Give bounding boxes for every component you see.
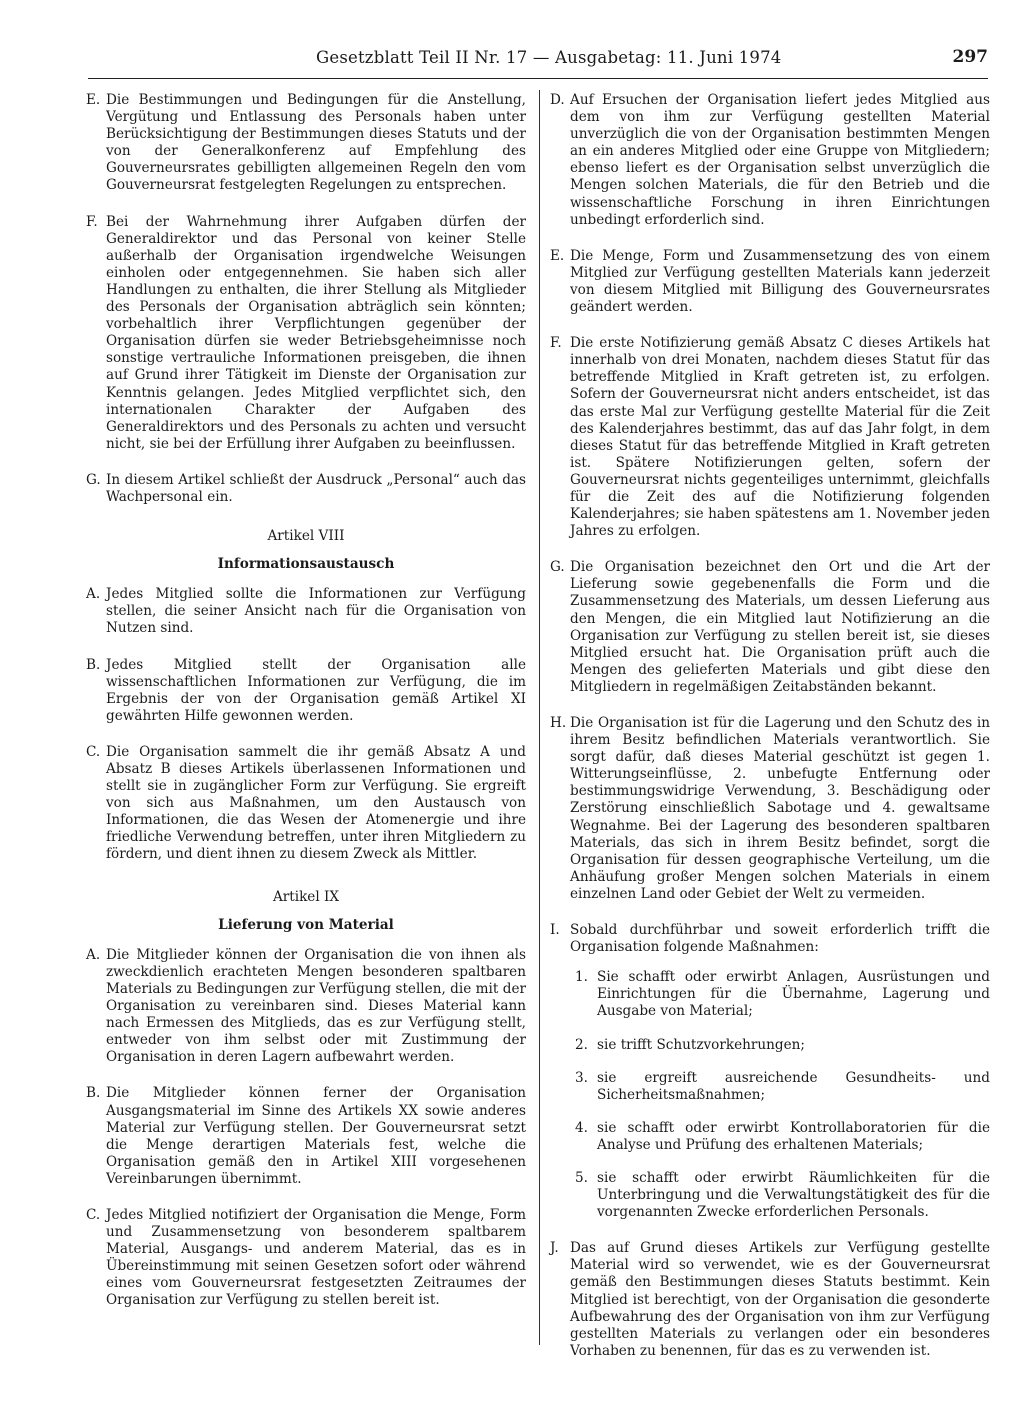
list-item <box>550 969 990 1020</box>
paragraph-h <box>550 715 990 903</box>
paragraph-label: F. <box>86 213 98 230</box>
paragraph-f <box>550 335 990 540</box>
list-item-number: 1. <box>575 969 588 986</box>
paragraph-label: B. <box>86 656 101 673</box>
paragraph-label: H. <box>550 715 567 731</box>
list-item-text: sie ergreift ausreichende Gesundheits- und Sicherheitsmaßnahmen; <box>597 1069 990 1103</box>
list-item-number: 5. <box>575 1169 588 1186</box>
paragraph-text: Die Organisation sammelt die ihr gemäß Absatz A und Absatz B dieses Artikels überlassenen Informationen und stellt sie in zugänglicher Form zur Verfügung. Sie ergreift von sich aus Maßnahmen, um den Austausch von Informationen, die das Wesen der Atomenergie und ihre friedliche Verwendung betreffen, unter ihren Mitgliedern zu fördern, und dient ihnen zu diesem Zweck als Mittler. <box>106 743 526 863</box>
paragraph-label: A. <box>86 946 101 963</box>
list-item-text: sie schafft oder erwirbt Kontrollaboratorien für die Analyse und Prüfung des erhaltenen Materials; <box>597 1119 990 1153</box>
list-item <box>550 1170 990 1221</box>
paragraph-label: C. <box>86 1206 101 1223</box>
left-column <box>86 92 526 1329</box>
paragraph-e <box>550 248 990 316</box>
paragraph-text: Die Bestimmungen und Bedingungen für die Anstellung, Vergütung und Entlassung des Personals haben unter Berücksichtigung der Bestimmungen dieses Statuts und der von der Generalkonferenz auf Empfehlung des Gouverneursrates gebilligten allgemeinen Regeln den vom Gouverneursrat festgelegten Regelungen zu entsprechen. <box>106 92 526 194</box>
paragraph-text: Die Organisation ist für die Lagerung und den Schutz des in ihrem Besitz befindlichen Materials verantwortlich. Sie sorgt dafür, daß dieses Material geschützt ist gegen 1. Witterungseinflüsse, 2. unbefugte Entfernung oder bestimmungswidrige Verwendung, 3. Beschädigung oder Zerstörung einschließlich Sabotage und 4. gewaltsame Wegnahme. Bei der Lagerung des besonderen spaltbaren Materials, das sich in ihrem Besitz befindet, sorgt die Organisation für dessen geographische Verteilung, um die Anhäufung großer Mengen solchen Materials in einem einzelnen Land oder Gebiet der Welt zu vermeiden. <box>570 715 990 902</box>
paragraph-label: C. <box>86 743 101 760</box>
article-8-paragraph-b <box>86 657 526 725</box>
paragraph-label: G. <box>550 559 565 576</box>
paragraph-text: Jedes Mitglied notifiziert der Organisation die Menge, Form und Zusammensetzung von besonderem spaltbarem Material, Ausgangs- und anderem Material, das es in Übereinstimmung mit seinen Gesetzen sofort oder während eines vom Gouverneursrat festgesetzten Zeitraumes der Organisation zur Verfügung zu stellen bereit ist. <box>106 1206 526 1309</box>
list-item-text: sie trifft Schutzvorkehrungen; <box>597 1036 805 1053</box>
paragraph-text: Jedes Mitglied stellt der Organisation alle wissenschaftlichen Informationen zur Verfügung, die im Ergebnis der von der Organisation gemäß Artikel XI gewährten Hilfe gewonnen werden. <box>106 656 526 724</box>
page-number: 297 <box>952 47 988 67</box>
column-divider <box>539 90 540 1345</box>
paragraph-text: Die Mitglieder können ferner der Organisation Ausgangsmaterial im Sinne des Artikels XX sowie anderes Material zur Verfügung stellen. Der Gouverneursrat setzt die Menge derartigen Materials fest, welche die Organisation gemäß den in Artikel XIII vorgesehenen Vereinbarungen übernimmt. <box>106 1085 526 1187</box>
page-title: Gesetzblatt Teil II Nr. 17 — Ausgabetag: 11. Juni 1974 <box>316 48 782 67</box>
article-9-paragraph-c <box>86 1207 526 1310</box>
paragraph-label: J. <box>550 1240 559 1257</box>
paragraph-text: Die Organisation bezeichnet den Ort und die Art der Lieferung sowie gegebenenfalls die Form und die Zusammensetzung des Materials, um dessen Lieferung aus den Mengen, die ein Mitglied laut Notifizierung an die Organisation zur Verfügung zu stellen bereit ist, sie dieses Mitglied ersucht hat. Die Organisation prüft auch die Mengen des gelieferten Materials und gibt diese den Mitgliedern in regelmäßigen Zeitabständen bekannt. <box>570 559 990 695</box>
paragraph-text: Das auf Grund dieses Artikels zur Verfügung gestellte Material wird so verwendet, wie es der Gouverneursrat gemäß den Bestimmungen dieses Statuts bestimmt. Kein Mitglied ist berechtigt, von der Organisation die gesonderte Aufbewahrung des der Organisation von ihm zur Verfügung gestellten Materials zu verlangen oder ein besonderes Vorhaben zu benennen, für das es zu verwenden ist. <box>570 1240 990 1359</box>
paragraph-label: E. <box>550 247 565 264</box>
paragraph-i <box>550 922 990 956</box>
list-item <box>550 1037 990 1054</box>
paragraph-text: Jedes Mitglied sollte die Informationen zur Verfügung stellen, die seiner Ansicht nach für die Organisation von Nutzen sind. <box>106 586 526 637</box>
paragraph-label: F. <box>550 335 562 352</box>
article-9-paragraph-b <box>86 1085 526 1188</box>
paragraph-g <box>550 559 990 696</box>
list-item-text: Sie schafft oder erwirbt Anlagen, Ausrüstungen und Einrichtungen für die Übernahme, Lagerung und Ausgabe von Material; <box>597 969 990 1020</box>
paragraph-j <box>550 1240 990 1360</box>
paragraph-text: Bei der Wahrnehmung ihrer Aufgaben dürfen der Generaldirektor und das Personal von keiner Stelle außerhalb der Organisation irgendwelche Weisungen einholen oder entgegennehmen. Sie haben sich aller Handlungen zu enthalten, die ihrer Stellung als Mitglieder des Personals der Organisation abträglich sein könnten; vorbehaltlich ihrer Verpflichtungen gegenüber der Organisation dürfen sie weder Betriebsgeheimnisse noch sonstige vertrauliche Informationen preisgeben, die ihnen auf Grund ihrer Tätigkeit im Dienste der Organisation zur Kenntnis gelangen. Jedes Mitglied verpflichtet sich, den internationalen Charakter der Aufgaben des Generaldirektors und des Personals zu achten und versucht nicht, sie bei der Erfüllung ihrer Aufgaben zu beeinflussen. <box>106 213 526 452</box>
article-9-heading: Artikel IX <box>272 888 340 905</box>
paragraph-f <box>86 214 526 453</box>
article-8-paragraph-c <box>86 744 526 864</box>
article-8-paragraph-a <box>86 586 526 637</box>
paragraph-text: Sobald durchführbar und soweit erforderlich trifft die Organisation folgende Maßnahmen: <box>570 922 990 956</box>
paragraph-label: I. <box>550 922 560 939</box>
list-item <box>550 1120 990 1154</box>
article-8-heading: Artikel VIII <box>267 528 345 545</box>
list-item-number: 3. <box>575 1069 588 1086</box>
paragraph-text: Die erste Notifizierung gemäß Absatz C dieses Artikels hat innerhalb von drei Monaten, nachdem dieses Statut für das betreffende Mitglied in Kraft getreten ist, zu erfolgen. Sofern der Gouverneursrat nicht anders entscheidet, ist das das erste Mal zur Verfügung gestellte Material für die Zeit des Kalenderjahres bestimmt, das auf das Jahr folgt, in dem dieses Statut für das betreffende Mitglied in Kraft getreten ist. Spätere Notifizierungen gelten, sofern der Gouverneursrat nichts gegenteiliges unternimmt, gleichfalls für die Zeit des auf die Notifizierung folgenden Kalenderjahres; sie haben spätestens am 1. November jeden Jahres zu erfolgen. <box>570 335 990 540</box>
list-item-number: 4. <box>575 1119 588 1136</box>
paragraph-text: In diesem Artikel schließt der Ausdruck „Personal“ auch das Wachpersonal ein. <box>106 471 526 505</box>
paragraph-d <box>550 92 990 229</box>
paragraph-g <box>86 472 526 506</box>
paragraph-label: B. <box>86 1085 101 1102</box>
paragraph-label: A. <box>86 586 101 603</box>
list-item-number: 2. <box>575 1036 588 1053</box>
article-8-subheading: Informationsaustausch <box>217 556 395 573</box>
paragraph-text: Auf Ersuchen der Organisation liefert jedes Mitglied aus dem von ihm zur Verfügung gestellten Material unverzüglich die von der Organisation bestimmten Mengen an ein anderes Mitglied oder eine Gruppe von Mitgliedern; ebenso liefert es der Organisation selbst unverzüglich die Mengen solchen Materials, die für den Betrieb und die wissenschaftliche Forschung in ihren Einrichtungen unbedingt erforderlich sind. <box>570 92 990 228</box>
page-header <box>88 48 988 79</box>
paragraph-text: Die Menge, Form und Zusammensetzung des von einem Mitglied zur Verfügung gestellten Materials kann jederzeit von diesem Mitglied mit Billigung des Gouverneursrates geändert werden. <box>570 247 990 316</box>
paragraph-text: Die Mitglieder können der Organisation die von ihnen als zweckdienlich erachteten Mengen besonderen spaltbaren Materials zu Bedingungen zur Verfügung stellen, die mit der Organisation zu vereinbaren sind. Dieses Material kann nach Ermessen des Mitglieds, das es zur Verfügung stellt, entweder von ihm selbst oder mit Zustimmung der Organisation in deren Lagern aufbewahrt werden. <box>106 946 526 1066</box>
paragraph-label: D. <box>550 92 565 108</box>
paragraph-label: G. <box>86 471 101 488</box>
right-column <box>550 92 990 1379</box>
list-item <box>550 1070 990 1104</box>
article-9-paragraph-a <box>86 947 526 1067</box>
paragraph-e <box>86 92 526 195</box>
paragraph-label: E. <box>86 92 101 108</box>
list-item-text: sie schafft oder erwirbt Räumlichkeiten für die Unterbringung und die Verwaltungstätigkeit des für die vorgenannten Zwecke erforderlichen Personals. <box>597 1169 990 1221</box>
measures-list <box>550 969 990 1221</box>
article-9-subheading: Lieferung von Material <box>218 916 394 933</box>
